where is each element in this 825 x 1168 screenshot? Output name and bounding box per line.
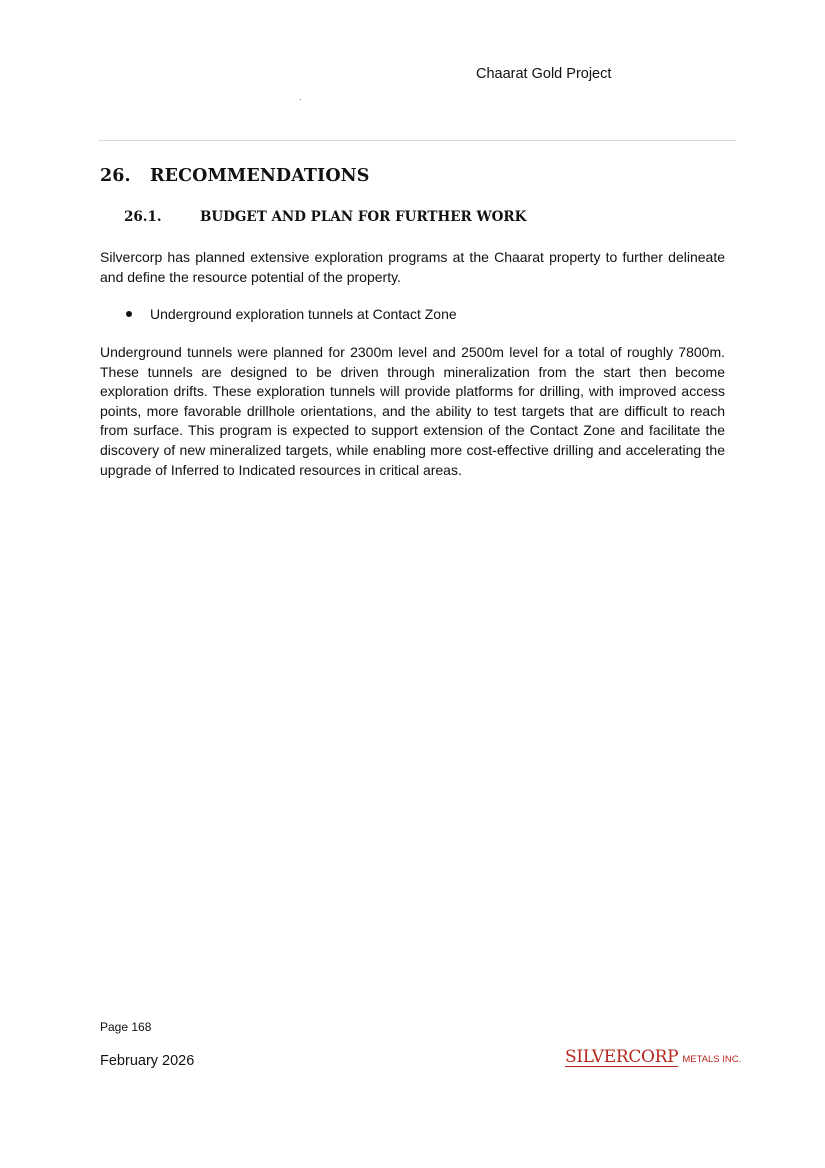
subsection-number: 26.1. xyxy=(124,209,162,225)
footer-date: February 2026 xyxy=(100,1053,195,1069)
logo-wordmark: SILVERCORP xyxy=(565,1047,679,1067)
header-divider xyxy=(98,140,736,141)
page-number: Page 168 xyxy=(100,1020,152,1034)
logo-subtitle: METALS INC. xyxy=(682,1054,742,1065)
header-project-title: Chaarat Gold Project xyxy=(476,66,612,82)
section-title: RECOMMENDATIONS xyxy=(150,166,370,186)
subsection-title: BUDGET AND PLAN FOR FURTHER WORK xyxy=(200,209,527,225)
section-heading xyxy=(100,166,370,186)
section-number: 26. xyxy=(100,166,131,186)
bullet-text: Underground exploration tunnels at Contact Zone xyxy=(150,306,457,322)
silvercorp-logo xyxy=(565,1043,741,1067)
header-dot xyxy=(300,99,301,100)
intro-paragraph: Silvercorp has planned extensive exploration programs at the Chaarat property to further delineate and define the resource potential of the property. xyxy=(100,249,725,285)
bullet-icon xyxy=(126,311,132,317)
bullet-item xyxy=(126,306,457,322)
tunnels-paragraph: Underground tunnels were planned for 2300m level and 2500m level for a total of roughly 7800m. These tunnels are designed to be driven through mineralization from the start then become exploration drifts. These exploration tunnels will provide platforms for drilling, with improved access points, more favorable drillhole orientations, and the ability to test targets that are difficult to reach from surface. This program is expected to support extension of the Contact Zone and facilitate the discovery of new mineralized targets, while enabling more cost-effective drilling and accelerating the upgrade of Inferred to Indicated resources in critical areas. xyxy=(100,344,725,478)
subsection-heading xyxy=(124,209,526,225)
